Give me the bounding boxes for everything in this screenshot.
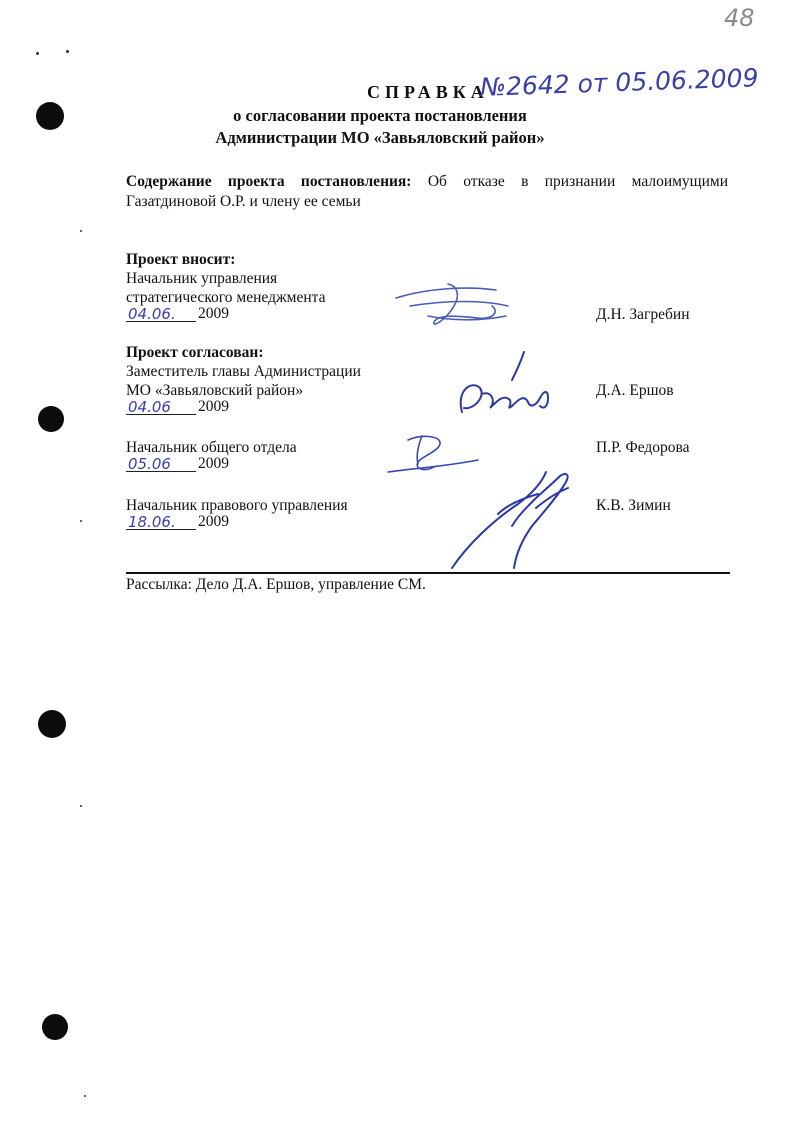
scan-speck	[80, 805, 82, 807]
scan-speck	[66, 50, 69, 53]
approved-label: Проект согласован:	[126, 344, 264, 361]
separator-line	[126, 572, 730, 574]
scan-speck	[80, 520, 82, 522]
date-handwritten: 04.06	[128, 398, 171, 416]
punch-hole	[42, 1014, 68, 1040]
title-line-1: о согласовании проекта постановления	[233, 106, 527, 125]
document-title: СПРАВКА	[367, 82, 489, 102]
date-year: 2009	[198, 398, 229, 415]
signer-2-name: П.Р. Федорова	[596, 439, 690, 456]
content-label: Содержание проекта постановления:	[126, 173, 412, 190]
introduced-label: Проект вносит:	[126, 251, 236, 268]
signer-1-position-2: МО «Завьяловский район»	[126, 382, 304, 399]
signature-zimin	[438, 464, 598, 584]
signer-1-name: Д.А. Ершов	[596, 382, 674, 399]
date-year: 2009	[198, 305, 229, 322]
signer-3-name: К.В. Зимин	[596, 497, 671, 514]
content-paragraph	[126, 172, 728, 212]
introduced-position-2: стратегического менеджмента	[126, 289, 326, 306]
date-year: 2009	[198, 513, 229, 530]
signer-1-position-1: Заместитель главы Администрации	[126, 363, 361, 380]
scan-speck	[84, 1095, 86, 1097]
date-handwritten: 04.06.	[128, 305, 176, 323]
date-year: 2009	[198, 455, 229, 472]
punch-hole	[38, 406, 64, 432]
page-number-handwritten: 48	[724, 4, 755, 32]
signature-ershov	[452, 350, 562, 430]
date-handwritten: 05.06	[128, 455, 171, 473]
signature-zagrebin	[388, 276, 538, 336]
punch-hole	[38, 710, 66, 738]
scan-speck	[36, 52, 39, 55]
signer-3-position-1: Начальник правового управления	[126, 497, 348, 514]
signer-2-position-1: Начальник общего отдела	[126, 439, 297, 456]
distribution-list: Рассылка: Дело Д.А. Ершов, управление СМ.	[126, 576, 426, 593]
registration-number-handwritten: №2642 от 05.06.2009	[479, 63, 759, 102]
date-handwritten: 18.06.	[128, 513, 176, 531]
title-line-2: Администрации МО «Завьяловский район»	[215, 128, 545, 147]
content-text: Об отказе в признании малоимущими Газатдиновой О.Р. и члену ее семьи	[126, 173, 729, 210]
scan-speck	[80, 230, 82, 232]
introduced-name: Д.Н. Загребин	[596, 306, 690, 323]
introduced-position-1: Начальник управления	[126, 270, 278, 287]
